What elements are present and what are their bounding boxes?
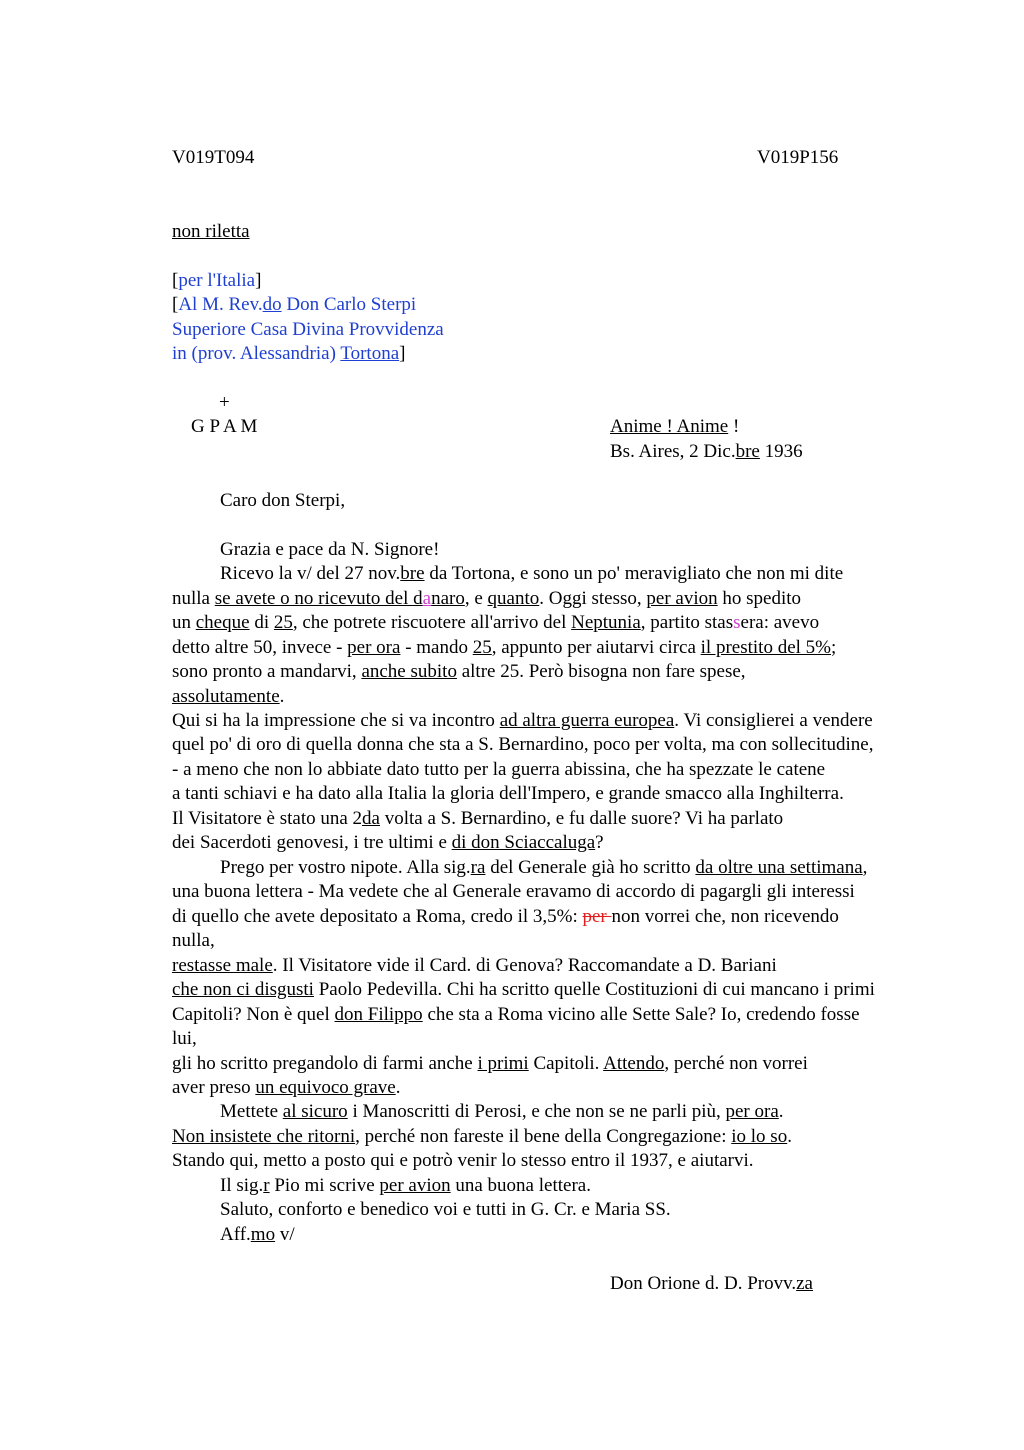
- address-line-4: in (prov. Alessandria) Tortona]: [172, 343, 406, 364]
- status-note: non riletta: [172, 221, 250, 242]
- body-line: lui,: [172, 1028, 197, 1049]
- address-line-3: Superiore Casa Divina Provvidenza: [172, 319, 444, 340]
- body-line: Qui si ha la impressione che si va incontro ad altra guerra europea. Vi consiglierei a vendere: [172, 710, 873, 731]
- body-line: restasse male. Il Visitatore vide il Card. di Genova? Raccomandate a D. Bariani: [172, 955, 777, 976]
- cross-mark: +: [219, 392, 230, 413]
- body-line: aver preso un equivoco grave.: [172, 1077, 401, 1098]
- body-line: Non insistete che ritorni, perché non fareste il bene della Congregazione: io lo so.: [172, 1126, 792, 1147]
- body-line: un cheque di 25, che potrete riscuotere all'arrivo del Neptunia, partito stassera: avevo: [172, 612, 820, 633]
- greeting: Grazia e pace da N. Signore!: [220, 539, 440, 560]
- body-line: sono pronto a mandarvi, anche subito altre 25. Però bisogna non fare spese,: [172, 661, 746, 682]
- body-line: Prego per vostro nipote. Alla sig.ra del Generale già ho scritto da oltre una settimana,: [220, 857, 868, 878]
- body-line: che non ci disgusti Paolo Pedevilla. Chi ha scritto quelle Costituzioni di cui mancano i primi: [172, 979, 875, 1000]
- address-line-2: [Al M. Rev.do Don Carlo Sterpi: [172, 294, 417, 315]
- date-line: Bs. Aires, 2 Dic.bre 1936: [610, 441, 803, 462]
- body-line: una buona lettera - Ma vedete che al Generale eravamo di accordo di pagargli gli interessi: [172, 881, 855, 902]
- body-line: nulla se avete o no ricevuto del danaro, e quanto. Oggi stesso, per avion ho spedito: [172, 588, 802, 609]
- address-line-1: [per l'Italia]: [172, 270, 262, 291]
- body-line: assolutamente.: [172, 686, 285, 707]
- body-line: gli ho scritto pregandolo di farmi anche i primi Capitoli. Attendo, perché non vorrei: [172, 1053, 808, 1074]
- body-line: quel po' di oro di quella donna che sta a S. Bernardino, poco per volta, ma con sollecitudine,: [172, 734, 874, 755]
- body-line: Saluto, conforto e benedico voi e tutti in G. Cr. e Maria SS.: [220, 1199, 671, 1220]
- body-line: Ricevo la v/ del 27 nov.bre da Tortona, e sono un po' meravigliato che non mi dite: [220, 563, 844, 584]
- body-line: dei Sacerdoti genovesi, i tre ultimi e di don Sciaccaluga?: [172, 832, 604, 853]
- body-line: Il sig.r Pio mi scrive per avion una buona lettera.: [220, 1175, 591, 1196]
- salutation: Caro don Sterpi,: [220, 490, 346, 511]
- body-line: Mettete al sicuro i Manoscritti di Perosi, e che non se ne parli più, per ora.: [220, 1101, 784, 1122]
- body-line: a tanti schiavi e ha dato alla Italia la gloria dell'Impero, e grande smacco alla Inghilterra.: [172, 783, 844, 804]
- document-code-left: V019T094: [172, 147, 255, 168]
- body-line: detto altre 50, invece - per ora - mando 25, appunto per aiutarvi circa il prestito del 5%;: [172, 637, 837, 658]
- body-line: di quello che avete depositato a Roma, credo il 3,5%: per non vorrei che, non ricevendo: [172, 906, 839, 927]
- closing: Aff.mo v/: [220, 1224, 295, 1245]
- document-code-right: V019P156: [757, 147, 839, 168]
- body-line: - a meno che non lo abbiate dato tutto per la guerra abissina, che ha spezzate le catene: [172, 759, 826, 780]
- signature: Don Orione d. D. Provv.za: [610, 1273, 813, 1294]
- body-line: Il Visitatore è stato una 2da volta a S. Bernardino, e fu dalle suore? Vi ha parlato: [172, 808, 784, 829]
- gpam-heading: G P A M: [191, 416, 258, 437]
- body-line: Capitoli? Non è quel don Filippo che sta a Roma vicino alle Sette Sale? Io, credendo fosse: [172, 1004, 860, 1025]
- body-line: nulla,: [172, 930, 215, 951]
- body-line: Stando qui, metto a posto qui e potrò venir lo stesso entro il 1937, e aiutarvi.: [172, 1150, 754, 1171]
- motto: Anime ! Anime !: [610, 416, 740, 437]
